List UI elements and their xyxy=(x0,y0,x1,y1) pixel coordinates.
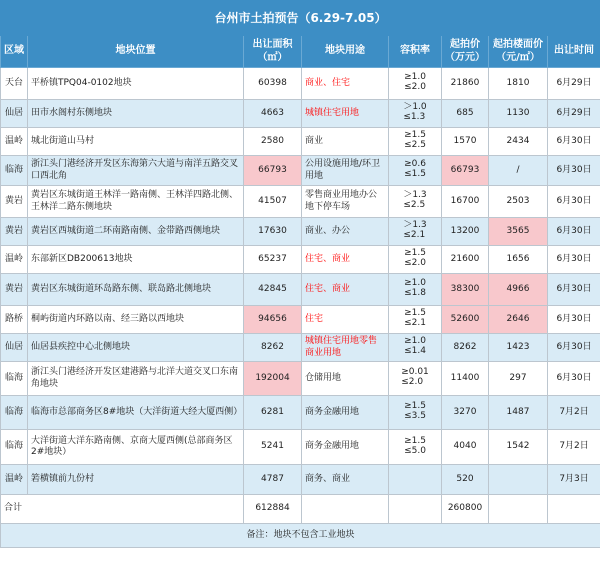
table-row xyxy=(1,218,600,246)
use-cell: 住宅 xyxy=(302,306,389,334)
total-empty-date xyxy=(548,495,600,524)
price-cell: 38300 xyxy=(442,274,489,306)
location-cell: 大洋街道大洋东路南侧、京商大厦西侧(总部商务区2#地块） xyxy=(28,430,244,465)
region-cell: 黄岩 xyxy=(1,218,28,246)
date-cell: 6月30日 xyxy=(548,186,600,218)
date-cell: 7月2日 xyxy=(548,396,600,430)
region-cell: 温岭 xyxy=(1,128,28,156)
table-row xyxy=(1,68,600,100)
floor-price-cell: 1656 xyxy=(489,246,548,274)
price-cell: 52600 xyxy=(442,306,489,334)
region-cell: 仙居 xyxy=(1,100,28,128)
price-cell: 21600 xyxy=(442,246,489,274)
area-cell: 94656 xyxy=(244,306,302,334)
use-cell: 公用设施用地/环卫用地 xyxy=(302,156,389,186)
location-cell: 临海市总部商务区8#地块（大洋街道大经大厦西侧） xyxy=(28,396,244,430)
use-cell: 商业、办公 xyxy=(302,218,389,246)
region-cell: 黄岩 xyxy=(1,186,28,218)
table-note: 备注：地块不包含工业地块 xyxy=(1,524,600,548)
total-empty-use xyxy=(302,495,389,524)
area-cell: 4787 xyxy=(244,465,302,495)
price-cell: 66793 xyxy=(442,156,489,186)
far-cell: ≥1.5 ≤2.1 xyxy=(389,306,442,334)
location-cell: 田市水阁村东侧地块 xyxy=(28,100,244,128)
far-cell xyxy=(389,465,442,495)
floor-price-cell: 1130 xyxy=(489,100,548,128)
table-row xyxy=(1,156,600,186)
total-price: 260800 xyxy=(442,495,489,524)
region-cell: 天台 xyxy=(1,68,28,100)
total-area: 612884 xyxy=(244,495,302,524)
floor-price-cell: 1810 xyxy=(489,68,548,100)
price-cell: 3270 xyxy=(442,396,489,430)
table-row xyxy=(1,186,600,218)
location-cell: 黄岩区东城街道环岛路东侧、联岛路北侧地块 xyxy=(28,274,244,306)
use-cell: 零售商业用地办公地下停车场 xyxy=(302,186,389,218)
region-cell: 仙居 xyxy=(1,334,28,362)
far-cell: ＞1.0 ≤1.3 xyxy=(389,100,442,128)
floor-price-cell: 1487 xyxy=(489,396,548,430)
location-cell: 浙江头门港经济开发区建港路与北洋大道交叉口东南角地块 xyxy=(28,362,244,396)
date-cell: 6月30日 xyxy=(548,128,600,156)
floor-price-cell: 1423 xyxy=(489,334,548,362)
price-cell: 11400 xyxy=(442,362,489,396)
far-cell: ≥1.5 ≤3.5 xyxy=(389,396,442,430)
floor-price-cell: 1542 xyxy=(489,430,548,465)
region-cell: 黄岩 xyxy=(1,274,28,306)
floor-price-cell: 2646 xyxy=(489,306,548,334)
date-cell: 6月30日 xyxy=(548,218,600,246)
header-floor-price: 起拍楼面价（元/㎡） xyxy=(489,36,548,68)
floor-price-cell: / xyxy=(489,156,548,186)
floor-price-cell: 297 xyxy=(489,362,548,396)
location-cell: 平桥镇TPQ04-0102地块 xyxy=(28,68,244,100)
price-cell: 8262 xyxy=(442,334,489,362)
area-cell: 66793 xyxy=(244,156,302,186)
floor-price-cell xyxy=(489,465,548,495)
region-cell: 临海 xyxy=(1,156,28,186)
date-cell: 6月30日 xyxy=(548,306,600,334)
far-cell: ≥1.0 ≤2.0 xyxy=(389,68,442,100)
area-cell: 17630 xyxy=(244,218,302,246)
area-cell: 41507 xyxy=(244,186,302,218)
far-cell: ≥1.5 ≤5.0 xyxy=(389,430,442,465)
header-area: 出让面积（㎡） xyxy=(244,36,302,68)
area-cell: 6281 xyxy=(244,396,302,430)
header-date: 出让时间 xyxy=(548,36,600,68)
date-cell: 6月30日 xyxy=(548,334,600,362)
total-empty-far xyxy=(389,495,442,524)
location-cell: 城北街道山马村 xyxy=(28,128,244,156)
area-cell: 65237 xyxy=(244,246,302,274)
header-location: 地块位置 xyxy=(28,36,244,68)
price-cell: 16700 xyxy=(442,186,489,218)
table-row xyxy=(1,306,600,334)
price-cell: 1570 xyxy=(442,128,489,156)
table-row xyxy=(1,100,600,128)
use-cell: 仓储用地 xyxy=(302,362,389,396)
use-cell: 城镇住宅用地 xyxy=(302,100,389,128)
area-cell: 2580 xyxy=(244,128,302,156)
date-cell: 6月29日 xyxy=(548,100,600,128)
region-cell: 临海 xyxy=(1,396,28,430)
use-cell: 商务金融用地 xyxy=(302,430,389,465)
price-cell: 4040 xyxy=(442,430,489,465)
total-empty-floor xyxy=(489,495,548,524)
use-cell: 住宅、商业 xyxy=(302,274,389,306)
table-title: 台州市土拍预告（6.29-7.05） xyxy=(1,1,600,36)
table-row xyxy=(1,465,600,495)
location-cell: 黄岩区东城街道王林洋一路南侧、王林洋四路北侧、王林洋二路东侧地块 xyxy=(28,186,244,218)
table-row xyxy=(1,246,600,274)
area-cell: 42845 xyxy=(244,274,302,306)
total-label: 合计 xyxy=(1,495,244,524)
date-cell: 6月30日 xyxy=(548,156,600,186)
floor-price-cell: 2503 xyxy=(489,186,548,218)
date-cell: 6月30日 xyxy=(548,246,600,274)
location-cell: 仙居县疾控中心北侧地块 xyxy=(28,334,244,362)
use-cell: 商务金融用地 xyxy=(302,396,389,430)
date-cell: 6月30日 xyxy=(548,274,600,306)
far-cell: ≥1.0 ≤1.8 xyxy=(389,274,442,306)
table-row xyxy=(1,274,600,306)
location-cell: 东部新区DB200613地块 xyxy=(28,246,244,274)
region-cell: 温岭 xyxy=(1,465,28,495)
far-cell: ≥0.01 ≤2.0 xyxy=(389,362,442,396)
price-cell: 13200 xyxy=(442,218,489,246)
header-far: 容积率 xyxy=(389,36,442,68)
region-cell: 临海 xyxy=(1,430,28,465)
date-cell: 6月29日 xyxy=(548,68,600,100)
table-row xyxy=(1,334,600,362)
far-cell: ＞1.3 ≤2.1 xyxy=(389,218,442,246)
header-price: 起拍价（万元） xyxy=(442,36,489,68)
date-cell: 7月2日 xyxy=(548,430,600,465)
area-cell: 8262 xyxy=(244,334,302,362)
location-cell: 浙江头门港经济开发区东海第六大道与南洋五路交叉口西北角 xyxy=(28,156,244,186)
use-cell: 城镇住宅用地零售商业用地 xyxy=(302,334,389,362)
area-cell: 60398 xyxy=(244,68,302,100)
table-row xyxy=(1,396,600,430)
region-cell: 临海 xyxy=(1,362,28,396)
total-row xyxy=(1,495,600,524)
area-cell: 192004 xyxy=(244,362,302,396)
date-cell: 6月30日 xyxy=(548,362,600,396)
area-cell: 5241 xyxy=(244,430,302,465)
far-cell: ≥0.6 ≤1.5 xyxy=(389,156,442,186)
location-cell: 箬横镇前九份村 xyxy=(28,465,244,495)
table-row xyxy=(1,128,600,156)
location-cell: 桐屿街道内环路以南、经三路以西地块 xyxy=(28,306,244,334)
floor-price-cell: 3565 xyxy=(489,218,548,246)
floor-price-cell: 4966 xyxy=(489,274,548,306)
table-row xyxy=(1,362,600,396)
header-region: 区域 xyxy=(1,36,28,68)
table-row xyxy=(1,430,600,465)
price-cell: 21860 xyxy=(442,68,489,100)
area-cell: 4663 xyxy=(244,100,302,128)
use-cell: 商务、商业 xyxy=(302,465,389,495)
date-cell: 7月3日 xyxy=(548,465,600,495)
footer-row xyxy=(1,524,600,548)
far-cell: ≥1.5 ≤2.0 xyxy=(389,246,442,274)
use-cell: 住宅、商业 xyxy=(302,246,389,274)
use-cell: 商业 xyxy=(302,128,389,156)
far-cell: ≥1.0 ≤1.4 xyxy=(389,334,442,362)
floor-price-cell: 2434 xyxy=(489,128,548,156)
far-cell: ＞1.3 ≤2.5 xyxy=(389,186,442,218)
location-cell: 黄岩区西城街道二环南路南侧、金带路西侧地块 xyxy=(28,218,244,246)
far-cell: ≥1.5 ≤2.5 xyxy=(389,128,442,156)
price-cell: 520 xyxy=(442,465,489,495)
region-cell: 温岭 xyxy=(1,246,28,274)
use-cell: 商业、住宅 xyxy=(302,68,389,100)
region-cell: 路桥 xyxy=(1,306,28,334)
price-cell: 685 xyxy=(442,100,489,128)
header-use: 地块用途 xyxy=(302,36,389,68)
